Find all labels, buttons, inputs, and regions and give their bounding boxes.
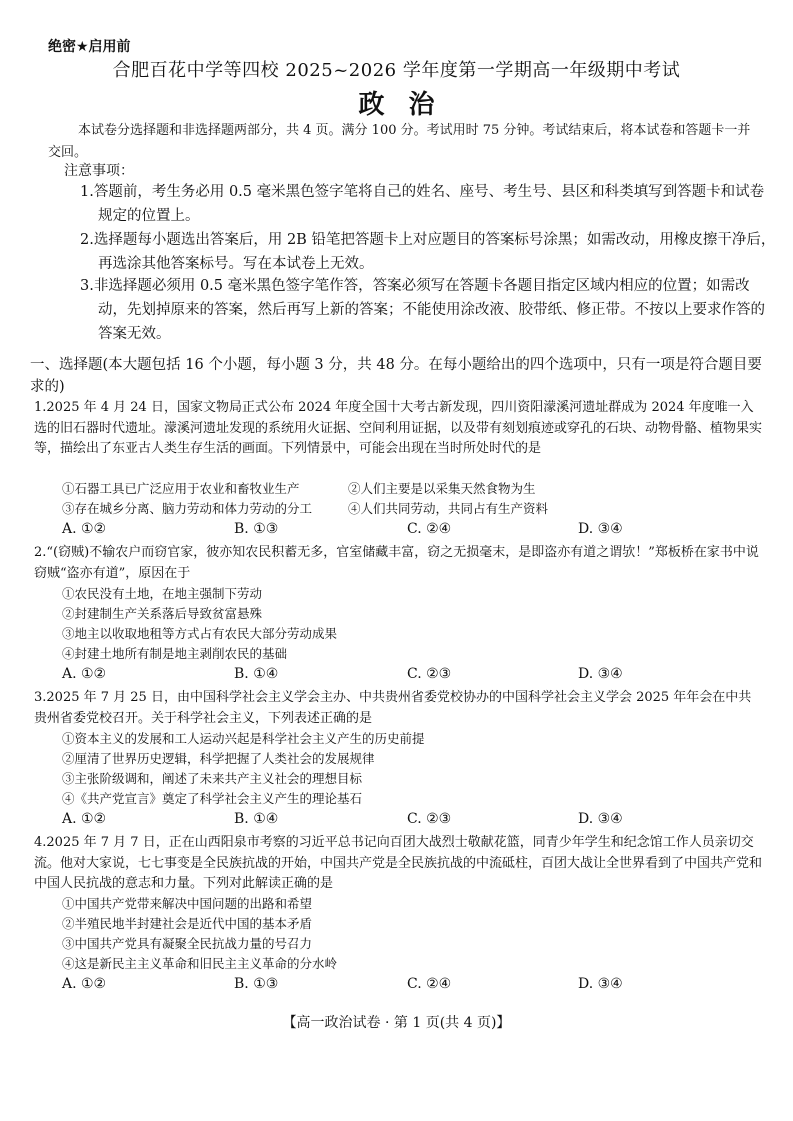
- question-option: ③地主以收取地租等方式占有农民大部分劳动成果: [62, 626, 338, 641]
- page-footer: 【高一政治试卷 · 第 1 页(共 4 页)】: [282, 1015, 511, 1031]
- notice-item: 2.选择题每小题选出答案后，用 2B 铅笔把答题卡上对应题目的答案标号涂黑；如需改动，用橡皮擦干净后，再选涂其他答案标号。写在本试卷上无效。: [80, 232, 776, 272]
- answer-choices: [62, 811, 762, 831]
- question-option: ④《共产党宣言》奠定了科学社会主义产生的理论基石: [62, 791, 363, 806]
- notice-heading: 注意事项：: [64, 163, 134, 179]
- notice-item: 1.答题前，考生务必用 0.5 毫米黑色签字笔将自己的姓名、座号、考生号、县区和科类填写到答题卡和试卷规定的位置上。: [80, 184, 765, 224]
- answer-choices: [62, 521, 762, 541]
- choice-c: C. ②③: [407, 666, 452, 682]
- section-title: 一、选择题(本大题包括 16 个小题，每小题 3 分，共 48 分。在每小题给出的四个选项中，只有一项是符合题目要求的): [30, 357, 762, 395]
- choice-b: B. ①④: [234, 811, 279, 827]
- question-option: ①农民没有土地，在地主强制下劳动: [62, 586, 263, 601]
- question-option: ①石器工具已广泛应用于农业和畜牧业生产: [62, 481, 300, 496]
- choice-d: D. ③④: [578, 521, 623, 537]
- choice-d: D. ③④: [578, 811, 623, 827]
- choice-b: B. ①④: [234, 666, 279, 682]
- question-option: ③主张阶级调和，阐述了未来共产主义社会的理想目标: [62, 771, 363, 786]
- choice-c: C. ②③: [407, 811, 452, 827]
- secret-mark: 绝密★启用前: [48, 39, 131, 55]
- choice-c: C. ②④: [407, 976, 452, 992]
- question-option: ②封建制生产关系落后导致贫富悬殊: [62, 606, 263, 621]
- question-option: ②厘清了世界历史逻辑，科学把握了人类社会的发展规律: [62, 751, 375, 766]
- question-option: ④人们共同劳动，共同占有生产资料: [348, 501, 549, 516]
- question-option: ①中国共产党带来解决中国问题的出路和希望: [62, 896, 313, 911]
- choice-d: D. ③④: [578, 666, 623, 682]
- subject-title: 政治: [358, 90, 459, 120]
- question-stem: 3.2025 年 7 月 25 日，由中国科学社会主义学会主办、中共贵州省委党校协办的中国科学社会主义学会 2025 年年会在中共贵州省委党校召开。关于科学社会主义，下列表述正确的是: [34, 690, 752, 726]
- question-stem: 4.2025 年 7 月 7 日，正在山西阳泉市考察的习近平总书记向百团大战烈士敬献花篮，同青少年学生和纪念馆工作人员亲切交流。他对大家说，七七事变是全民族抗战的开始，中国共产党是全民族抗战的中流砥柱，百团大战让全世界看到了中国共产党和中国人民抗战的意志和力量。下列对此解读正确的是: [34, 835, 763, 891]
- choice-a: A. ①②: [62, 521, 107, 537]
- question-stem: 1.2025 年 4 月 24 日，国家文物局正式公布 2024 年度全国十大考古新发现，四川资阳濛溪河遗址群成为 2024 年度唯一入选的旧石器时代遗址。濛溪河遗址发现的系统用火证据、空间利用证据，以及带有刻划痕迹或穿孔的石块、动物骨骼、植物果实等，描绘出了东亚古人类生存生活的画面。下列情景中，可能会出现在当时所处时代的是: [34, 400, 763, 456]
- question-option: ④封建土地所有制是地主剥削农民的基础: [62, 646, 288, 661]
- question-stem: 2.“(窃贼)不输农户而窃官家，彼亦知农民积蓄无多，官室储藏丰富，窃之无损毫末，是即盗亦有道之谓欤！”郑板桥在家书中说窃贼“盗亦有道”，原因在于: [34, 545, 759, 581]
- choice-a: A. ①②: [62, 976, 107, 992]
- answer-choices: [62, 666, 762, 686]
- exam-intro: 本试卷分选择题和非选择题两部分，共 4 页。满分 100 分。考试用时 75 分钟。考试结束后，将本试卷和答题卡一并交回。: [48, 123, 751, 160]
- answer-choices: [62, 976, 762, 996]
- choice-b: B. ①③: [234, 521, 279, 537]
- question-option: ③存在城乡分离、脑力劳动和体力劳动的分工: [62, 501, 313, 516]
- choice-d: D. ③④: [578, 976, 623, 992]
- choice-a: A. ①②: [62, 811, 107, 827]
- question-option: ②半殖民地半封建社会是近代中国的基本矛盾: [62, 916, 313, 931]
- question-option: ③中国共产党具有凝聚全民抗战力量的号召力: [62, 936, 313, 951]
- question-option: ①资本主义的发展和工人运动兴起是科学社会主义产生的历史前提: [62, 731, 425, 746]
- notice-item: 3.非选择题必须用 0.5 毫米黑色签字笔作答，答案必须写在答题卡各题目指定区域内相应的位置；如需改动，先划掉原来的答案，然后再写上新的答案；不能使用涂改液、胶带纸、修正带。不按以上要求作答的答案无效。: [80, 278, 765, 342]
- choice-a: A. ①②: [62, 666, 107, 682]
- question-option: ④这是新民主主义革命和旧民主主义革命的分水岭: [62, 956, 338, 971]
- question-option: ②人们主要是以采集天然食物为生: [348, 481, 536, 496]
- choice-b: B. ①③: [234, 976, 279, 992]
- choice-c: C. ②④: [407, 521, 452, 537]
- exam-title: 合肥百花中学等四校 2025~2026 学年度第一学期高一年级期中考试: [112, 60, 681, 81]
